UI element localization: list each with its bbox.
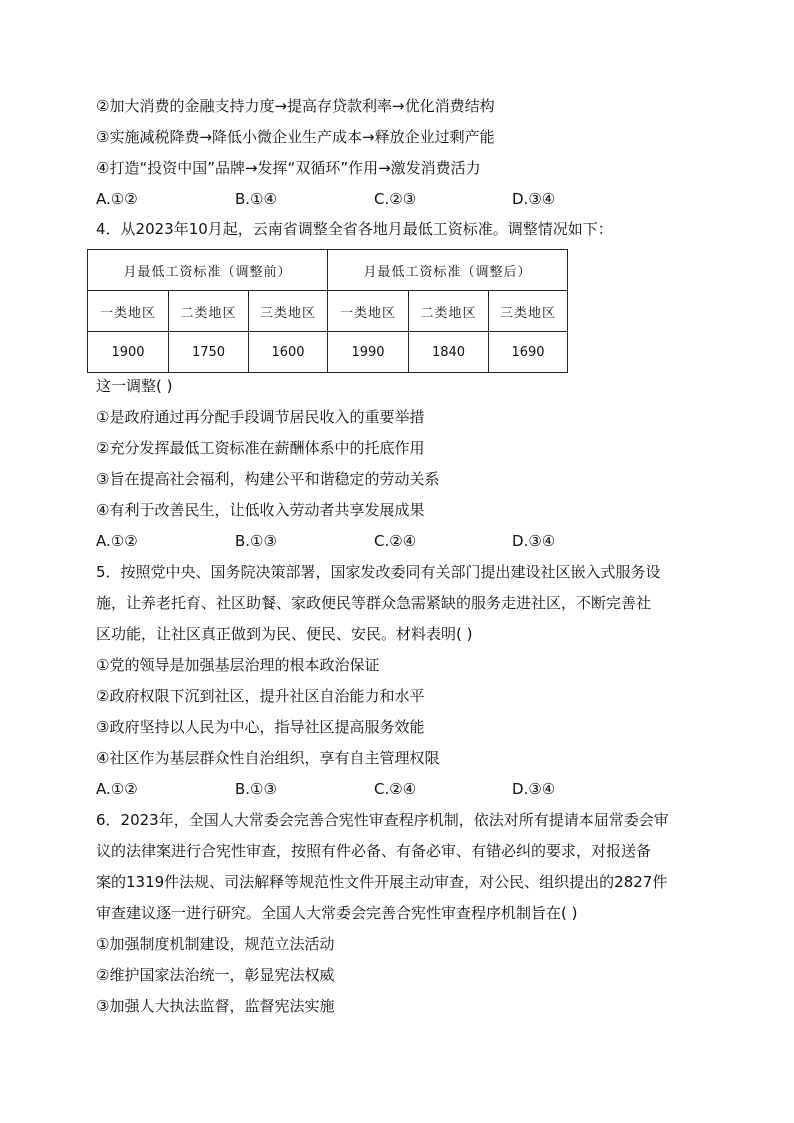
q5-item-1: ①党的领导是加强基层治理的根本政治保证 [96,656,380,674]
q3-item-2: ②加大消费的金融支持力度→提高存贷款利率→优化消费结构 [96,97,495,115]
table-region-cell: 三类地区 [249,291,328,332]
table-header-after: 月最低工资标准（调整后） [328,250,568,291]
table-region-cell: 一类地区 [88,291,169,332]
q4-prompt: 这一调整( ) [96,377,173,395]
q6-stem-line-2: 议的法律案进行合宪性审查，按照有件必备、有备必审、有错必纠的要求，对报送备 [96,842,652,860]
table-region-cell: 一类地区 [328,291,409,332]
q4-item-2: ②充分发挥最低工资标准在薪酬体系中的托底作用 [96,439,425,457]
q6-stem-line-4: 审查建议逐一进行研究。全国人大常委会完善合宪性审查程序机制旨在( ) [96,904,578,922]
q6-stem-line-1: 6．2023年，全国人大常委会完善合宪性审查程序机制，依法对所有提请本届常委会审 [96,811,669,829]
q5-option-b[interactable]: B.①③ [235,780,277,798]
q4-item-4: ④有利于改善民生，让低收入劳动者共享发展成果 [96,501,425,519]
table-region-cell: 三类地区 [489,291,568,332]
q3-option-c[interactable]: C.②③ [374,190,417,208]
q5-option-a[interactable]: A.①② [96,780,138,798]
q5-option-d[interactable]: D.③④ [512,780,556,798]
q4-option-a[interactable]: A.①② [96,532,138,550]
q3-item-4: ④打造“投资中国”品牌→发挥“双循环”作用→激发消费活力 [96,159,481,177]
q6-item-1: ①加强制度机制建设，规范立法活动 [96,935,335,953]
q4-option-b[interactable]: B.①③ [235,532,277,550]
q4-options [96,531,706,551]
q4-option-d[interactable]: D.③④ [512,532,556,550]
q5-stem-line-2: 施，让养老托育、社区助餐、家政便民等群众急需紧缺的服务走进社区，不断完善社 [96,594,652,612]
q6-item-2: ②维护国家法治统一，彰显宪法权威 [96,966,335,984]
q6-stem-line-3: 案的1319件法规、司法解释等规范性文件开展主动审查，对公民、组织提出的2827件 [96,873,668,891]
q5-options [96,779,706,799]
table-value-cell: 1840 [409,332,489,373]
q5-option-c[interactable]: C.②④ [374,780,417,798]
q4-item-1: ①是政府通过再分配手段调节居民收入的重要举措 [96,408,425,426]
q3-option-a[interactable]: A.①② [96,190,138,208]
wage-table [87,249,568,373]
q4-option-c[interactable]: C.②④ [374,532,417,550]
table-value-cell: 1990 [328,332,409,373]
table-header-before: 月最低工资标准（调整前） [88,250,328,291]
table-value-cell: 1600 [249,332,328,373]
q5-stem-line-1: 5．按照党中央、国务院决策部署，国家发改委同有关部门提出建设社区嵌入式服务设 [96,563,661,581]
q4-stem: 4．从2023年10月起，云南省调整全省各地月最低工资标准。调整情况如下： [96,220,613,238]
table-value-cell: 1690 [489,332,568,373]
q5-stem-line-3: 区功能，让社区真正做到为民、便民、安民。材料表明( ) [96,625,473,643]
q3-option-d[interactable]: D.③④ [512,190,556,208]
table-value-cell: 1750 [169,332,249,373]
table-region-cell: 二类地区 [409,291,489,332]
q5-item-3: ③政府坚持以人民为中心，指导社区提高服务效能 [96,718,425,736]
q3-option-b[interactable]: B.①④ [235,190,277,208]
q5-item-2: ②政府权限下沉到社区，提升社区自治能力和水平 [96,687,425,705]
q5-item-4: ④社区作为基层群众性自治组织，享有自主管理权限 [96,749,440,767]
q3-options [96,189,706,209]
table-value-cell: 1900 [88,332,169,373]
q3-item-3: ③实施减税降费→降低小微企业生产成本→释放企业过剩产能 [96,128,495,146]
table-region-cell: 二类地区 [169,291,249,332]
q6-item-3: ③加强人大执法监督，监督宪法实施 [96,997,335,1015]
q4-item-3: ③旨在提高社会福利，构建公平和谐稳定的劳动关系 [96,470,440,488]
